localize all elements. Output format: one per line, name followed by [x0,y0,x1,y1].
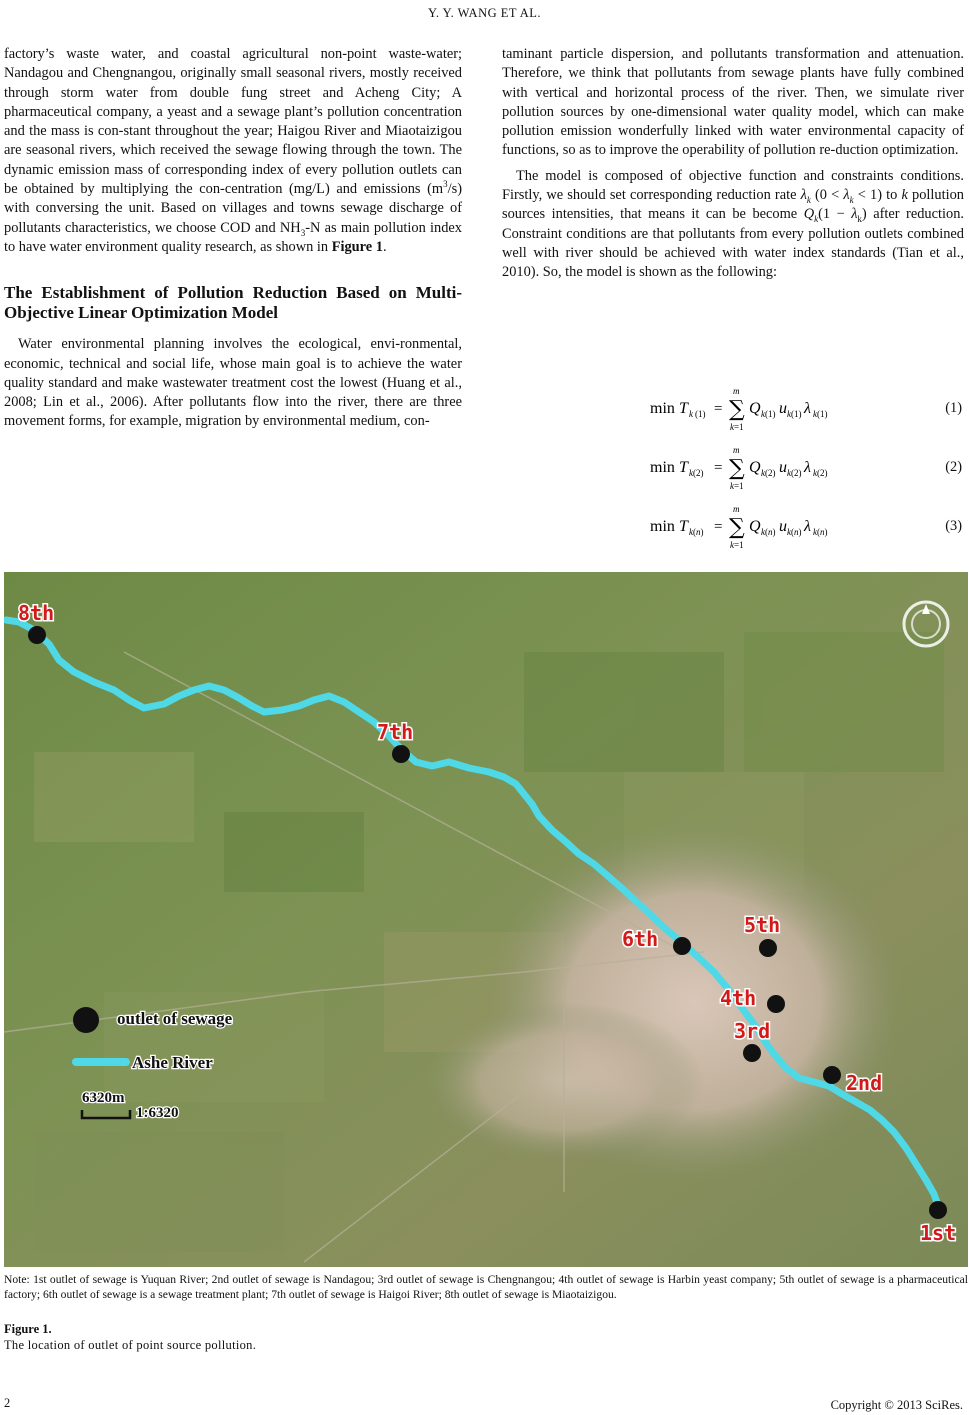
svg-text:Q: Q [749,400,761,417]
svg-text:k(2): k(2) [761,468,776,478]
svg-text:(1): (1) [695,409,706,419]
svg-text:λ: λ [804,518,811,535]
figure-label: Figure 1. [4,1322,52,1336]
svg-text:m: m [733,386,740,396]
outlet-3-label: 3rd [734,1019,771,1043]
svg-text:∑: ∑ [729,397,745,422]
outlet-4-label: 4th [720,986,757,1010]
page-number: 2 [4,1396,11,1410]
outlet-5-marker[interactable] [759,939,777,957]
equation-number: (3) [945,518,962,534]
outlet-2-marker[interactable] [823,1066,841,1084]
equation-formula [650,386,870,436]
svg-text:m: m [733,445,740,455]
svg-text:k(2): k(2) [813,468,828,478]
figure-reference[interactable]: Figure 1 [331,238,383,255]
scale-ratio: 1:6320 [136,1105,179,1121]
equation-1 [502,386,964,436]
svg-text:∑: ∑ [729,456,745,481]
scale-length: 6320m [82,1090,125,1106]
copyright-notice: Copyright © 2013 SciRes. [830,1398,963,1412]
figure-caption: The location of outlet of point source pollution. [4,1338,257,1352]
outlet-2-label: 2nd [846,1071,883,1095]
equation-2 [502,445,964,495]
svg-text:T: T [679,400,688,417]
outlet-8-label: 8th [18,601,55,625]
svg-text:k(2): k(2) [689,468,704,478]
paragraph: The model is composed of objective function and constraints conditions. Firstly, we should set corresponding reduction rate $\lambda_k$ $(0 < \lambda_k < 1)$ to k pollution sources intensities, that means it can be become $Q_k(1 - \lambda_k)$ after reduction. Constraint conditions are that pollutants from every pollution outlets combined well with river should be achieved with water index standards (Tian et al., 2010). So, the model is shown as the following: [502,167,965,281]
section-title: The Establishment of Pollution Reduction Based on Multi-Objective Linear Optimization Model [4,283,462,323]
paragraph: taminant particle dispersion, and pollutants transformation and attenuation. Therefore, we think that pollutants from sewage plants have fully combined with vertical and horizontal process of the river. Then, we simulate river pollution sources by one-dimensional water quality model, which can make pollution emission wonderfully linked with water environmental capacity of functions, so as to improve the operability of pollution re-duction optimization. [502,46,964,159]
svg-text:k: k [689,409,693,419]
figure-map [4,572,968,1267]
outlet-3-marker[interactable] [743,1044,761,1062]
outlet-7-marker[interactable] [392,745,410,763]
svg-text:=: = [714,401,723,417]
svg-text:λ: λ [804,400,811,417]
outlet-1-marker[interactable] [929,1201,947,1219]
svg-text:k(1): k(1) [787,409,802,419]
svg-text:=: = [714,460,723,476]
svg-text:k(2): k(2) [787,468,802,478]
svg-text:u: u [779,518,787,535]
svg-text:u: u [779,459,787,476]
outlet-6-label: 6th [622,927,659,951]
svg-text:min: min [650,400,675,417]
svg-text:m: m [733,504,740,514]
svg-text:Q: Q [749,459,761,476]
right-column [502,45,964,283]
legend-river-label: Ashe River [132,1053,213,1072]
equation-formula [650,504,870,554]
svg-text:=: = [714,519,723,535]
outlet-5-label: 5th [744,913,781,937]
svg-text:k(n): k(n) [689,527,704,537]
svg-text:k=1: k=1 [730,540,744,550]
svg-text:λ: λ [804,459,811,476]
outlet-4-marker[interactable] [767,995,785,1013]
svg-text:k(1): k(1) [761,409,776,419]
satellite-map [4,572,968,1267]
svg-text:k(n): k(n) [787,527,802,537]
svg-text:k=1: k=1 [730,481,744,491]
paragraph: factory’s waste water, and coastal agricultural non-point waste-water; Nandagou and Chengnangou, originally small seasonal rivers, mostly received through storm water from double fung street and Acheng City; A pharmaceutical company, a yeast and a sewage plant’s pollution concentration and the mass is con-stant throughout the year; Haigou River and Miaotaizigou are seasonal rivers, which received the sewage flowing through the town. The dynamic emission mass of corresponding index of every pollution outlets can be obtained by multiplying the con-centration (mg/L) and emissions $(m^3/s)$ with conversing the unit. Based on villages and towns sewage discharge of pollutants characteristics, we choose COD and $NH_3-N$ as main pollution index to have water environment quality research, as shown in Figure 1. [4,46,462,255]
svg-text:T: T [679,518,688,535]
svg-text:min: min [650,518,675,535]
outlet-7-label: 7th [377,720,414,744]
outlet-6-marker[interactable] [673,937,691,955]
left-column [4,45,462,432]
svg-text:k(n): k(n) [761,527,776,537]
svg-text:k(n): k(n) [813,527,828,537]
legend-outlet-icon [73,1007,99,1033]
running-header: Y. Y. WANG ET AL. [427,6,542,20]
outlet-8-marker[interactable] [28,626,46,644]
equation-number: (2) [945,459,962,475]
equation-formula [650,445,870,495]
legend-outlet-label: outlet of sewage [117,1009,233,1028]
svg-text:T: T [679,459,688,476]
svg-text:k(1): k(1) [813,409,828,419]
svg-text:∑: ∑ [729,515,745,540]
svg-text:min: min [650,459,675,476]
svg-text:u: u [779,400,787,417]
equation-3 [502,504,964,554]
svg-text:Q: Q [749,518,761,535]
figure-note: Note: 1st outlet of sewage is Yuquan River; 2nd outlet of sewage is Nandagou; 3rd outlet of sewage is Chengnangou; 4th outlet of sewage is Harbin yeast company; 5th outlet of sewage is a pharmaceutical factory; 6th outlet of sewage is a sewage treatment plant; 7th outlet of sewage is Haigoi River; 8th outlet of sewage is Miaotaizigou. [4,1273,968,1301]
paragraph: Water environmental planning involves the ecological, envi-ronmental, economic, technical and social life, whose main goal is to achieve the water quality standard and make wastewater treatment cost the lowest (Huang et al., 2008; Lin et al., 2006). After pollutants flow into the river, there are three movement forms, for example, migration by environmental medium, con- [4,336,462,430]
outlet-1-label: 1st [920,1221,957,1245]
svg-text:k=1: k=1 [730,422,744,432]
equation-number: (1) [945,400,962,416]
